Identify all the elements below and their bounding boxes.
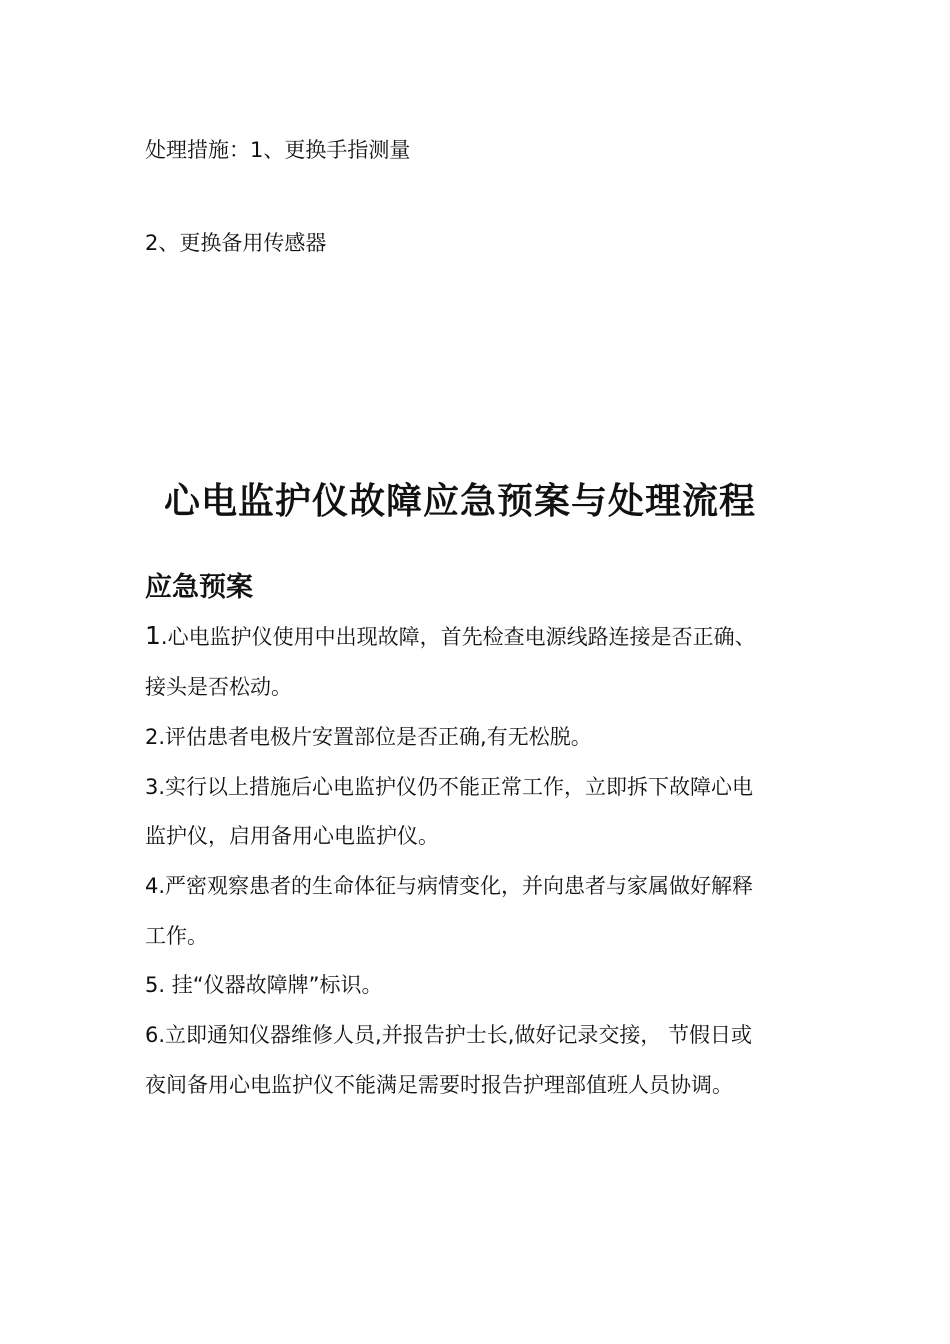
plan-item-1 (145, 622, 756, 651)
plan-item-2: 2.评估患者电极片安置部位是否正确,有无松脱。 (145, 725, 592, 749)
plan-item-1-continued: 接头是否松动。 (145, 675, 292, 699)
document-title: 心电监护仪故障应急预案与处理流程 (163, 481, 756, 522)
plan-item-3-continued: 监护仪，启用备用心电监护仪。 (145, 824, 439, 848)
plan-item-3: 3.实行以上措施后心电监护仪仍不能正常工作，立即拆下故障心电 (145, 775, 754, 799)
plan-item-1-text: .心电监护仪使用中出现故障，首先检查电源线路连接是否正确、 (160, 625, 756, 649)
measures-line-2: 2、更换备用传感器 (145, 231, 327, 255)
section-heading: 应急预案 (145, 572, 253, 603)
plan-item-1-number: 1 (145, 621, 161, 650)
plan-item-5: 5. 挂“仪器故障牌”标识。 (145, 973, 383, 997)
plan-item-6-continued: 夜间备用心电监护仪不能满足需要时报告护理部值班人员协调。 (145, 1073, 733, 1097)
plan-item-4: 4.严密观察患者的生命体征与病情变化，并向患者与家属做好解释 (145, 874, 754, 898)
measures-line-1: 处理措施：1、更换手指测量 (145, 138, 411, 162)
plan-item-6: 6.立即通知仪器维修人员,并报告护士长,做好记录交接， 节假日或 (145, 1023, 753, 1047)
plan-item-4-continued: 工作。 (145, 924, 208, 948)
